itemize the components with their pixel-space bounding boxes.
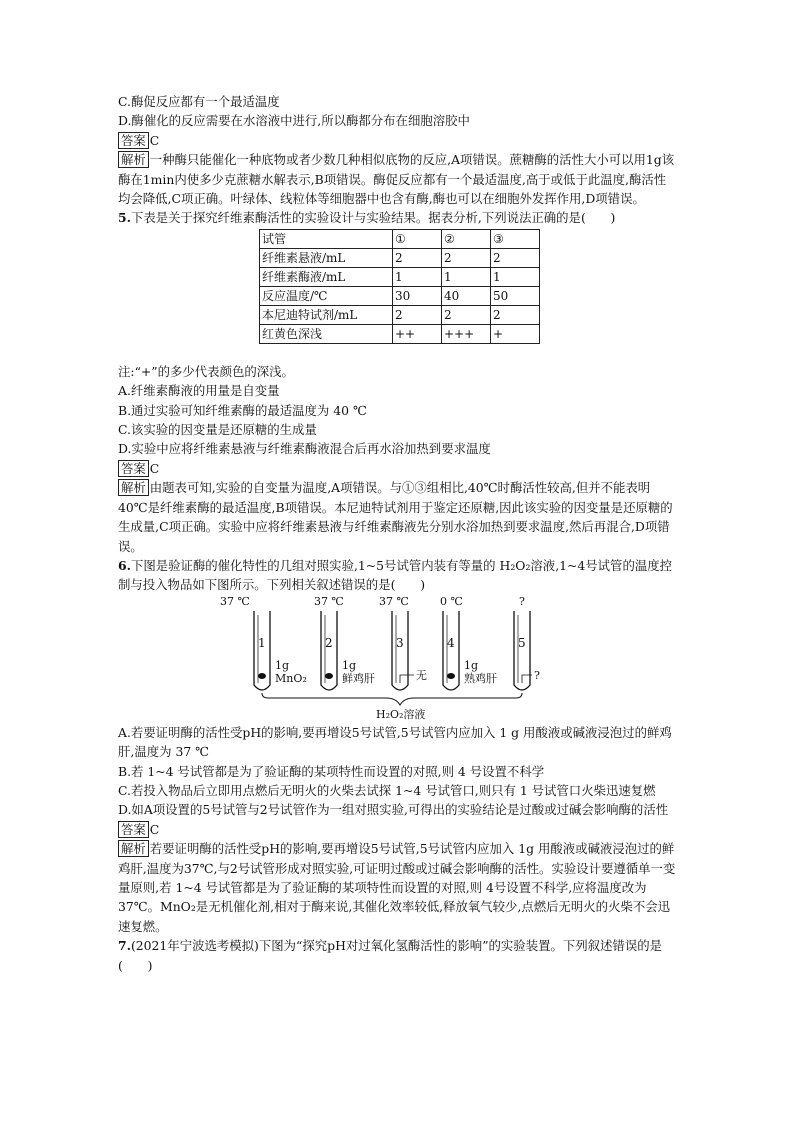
q4-option-d: D.酶催化的反应需要在水溶液中进行,所以酶都分布在细胞溶胶中 — [118, 113, 470, 129]
q6-stem — [118, 556, 678, 595]
item-label-line: MnO₂ — [275, 671, 307, 685]
caption-bracket — [262, 693, 522, 705]
table-cell: 1 — [491, 267, 540, 286]
table-cell: 纤维素酶液/mL — [260, 267, 393, 286]
table-row — [260, 248, 540, 267]
question-text: (2021年宁波选考模拟)下图为“探究pH对过氧化氢酶活性的影响”的实验装置。下列叙述错误的是( ) — [118, 938, 662, 973]
item-3 — [416, 669, 427, 682]
document-page — [118, 92, 678, 975]
q7-stem — [118, 936, 678, 975]
item-2 — [342, 659, 375, 685]
answer-value: C — [149, 460, 160, 476]
table-cell: 50 — [491, 286, 540, 305]
q4-option-c: C.酶促反应都有一个最适温度 — [118, 94, 280, 109]
q6-analysis — [118, 839, 678, 936]
q5-experiment-table — [259, 229, 540, 344]
table-cell: 2 — [442, 248, 491, 267]
q5-option-a: A.纤维素酶液的用量是自变量 — [118, 383, 280, 399]
table-row — [260, 267, 540, 286]
tube-1-temperature: 37 ℃ — [220, 594, 250, 608]
q6-option-d: D.如A项设置的5号试管与2号试管作为一组对照实验,可得出的实验结论是过酸或过碱会影响酶的活性 — [118, 802, 669, 818]
analysis-tag: 解析 — [118, 151, 149, 168]
fresh-liver-piece — [325, 673, 333, 679]
table-header-cell: ② — [442, 229, 491, 248]
table-cell: 2 — [393, 305, 442, 324]
answer-tag: 答案 — [118, 132, 149, 149]
q5-analysis — [118, 478, 678, 556]
q4-answer — [118, 131, 678, 150]
q5-option-d: D.实验中应将纤维素悬液与纤维素酶液混合后再水浴加热到要求温度 — [118, 441, 491, 457]
table-cell: 红黄色深浅 — [260, 324, 393, 343]
table-cell: 30 — [393, 286, 442, 305]
item-label-line: 无 — [416, 668, 427, 682]
mno2-particle — [258, 673, 266, 679]
q5-stem — [118, 208, 678, 227]
q6-test-tube-diagram — [118, 595, 678, 723]
table-cell: 反应温度/℃ — [260, 286, 393, 305]
item-5 — [534, 669, 540, 682]
table-cell: ++ — [393, 324, 442, 343]
question-text: 下表是关于探究纤维素酶活性的实验设计与实验结果。据表分析,下列说法正确的是( ) — [130, 210, 616, 226]
item-label-line: 熟鸡肝 — [464, 671, 497, 685]
table-cell: 1 — [442, 267, 491, 286]
item-4 — [464, 659, 497, 685]
q6-answer — [118, 820, 678, 839]
table-cell: 本尼迪特试剂/mL — [260, 305, 393, 324]
table-cell: 2 — [491, 305, 540, 324]
table-cell: 1 — [393, 267, 442, 286]
answer-tag: 答案 — [118, 460, 149, 477]
item-1 — [275, 659, 307, 685]
tube-3-temperature: 37 ℃ — [379, 594, 409, 608]
tube-4-number: 4 — [447, 635, 455, 650]
table-header-cell: ③ — [491, 229, 540, 248]
q5-option-c: C.该实验的因变量是还原糖的生成量 — [118, 422, 317, 438]
table-row — [260, 324, 540, 343]
answer-value: C — [149, 132, 160, 148]
analysis-text: 由题表可知,实验的自变量为温度,A项错误。与①③组相比,40℃时酶活性较高,但并不能表明40℃是纤维素酶的最适温度,B项错误。本尼迪特试剂用于鉴定还原糖,因此该实验的因变量是还原糖的生成量,C项正确。实验中应将纤维素悬液与纤维素酶液先分别水浴加热到要求温度,然后再混合,D项错误。 — [118, 480, 673, 554]
item-label-line: 鲜鸡肝 — [342, 671, 375, 685]
q5-option-b: B.通过实验可知纤维素酶的最适温度为 40 ℃ — [118, 402, 367, 418]
table-row — [260, 305, 540, 324]
question-number: 6. — [118, 557, 131, 573]
item-label-line: ? — [534, 668, 540, 682]
table-header-row — [260, 229, 540, 248]
q5-note: 注:“+”的多少代表颜色的深浅。 — [118, 363, 294, 379]
analysis-text: 若要证明酶的活性受pH的影响,要再增设5号试管,5号试管内应加入 1g 用酸液或碱液浸泡过的鲜鸡肝,温度为37℃,与2号试管形成对照实验,可证明过酸或过碱会影响酶的活性。实验设计要遵循单一变量原则,若 1~4 号试管都是为了验证酶的某项特性而设置的对照,则 4号设置不科学,应将温度改为 37℃。MnO₂是无机催化剂,相对于酶来说,其催化效率较低,释放氧气较少,点燃后无明火的火柴不会迅速复燃。 — [118, 841, 676, 934]
answer-tag: 答案 — [118, 821, 149, 838]
analysis-tag: 解析 — [118, 840, 149, 857]
table-header-cell: 试管 — [260, 229, 393, 248]
tube-5-number: 5 — [518, 635, 526, 650]
tube-4-temperature: 0 ℃ — [440, 594, 463, 608]
table-cell: 2 — [393, 248, 442, 267]
question-number: 7. — [118, 938, 131, 954]
table-cell: +++ — [442, 324, 491, 343]
tube-2-temperature: 37 ℃ — [314, 594, 344, 608]
table-cell: 40 — [442, 286, 491, 305]
q6-option-c: C.若投入物品后立即用点燃后无明火的火柴去试探 1~4 号试管口,则只有 1 号试管口火柴迅速复燃 — [118, 782, 656, 798]
tube-2-number: 2 — [325, 635, 333, 650]
q5-answer — [118, 459, 678, 478]
table-cell: + — [491, 324, 540, 343]
diagram-caption: H₂O₂溶液 — [376, 707, 426, 721]
q6-option-b: B.若 1~4 号试管都是为了验证酶的某项特性而设置的对照,则 4 号设置不科学 — [118, 763, 545, 779]
cooked-liver-piece — [447, 673, 455, 679]
tube-3-number: 3 — [396, 635, 404, 650]
question-number: 5. — [118, 210, 131, 226]
table-row — [260, 286, 540, 305]
table-cell: 纤维素悬液/mL — [260, 248, 393, 267]
q6-option-a: A.若要证明酶的活性受pH的影响,要再增设5号试管,5号试管内应加入 1 g 用酸液或碱液浸泡过的鲜鸡肝,温度为 37 ℃ — [118, 724, 672, 760]
analysis-tag: 解析 — [118, 479, 149, 496]
item-label-line: 1g — [342, 658, 357, 672]
table-cell: 2 — [442, 305, 491, 324]
analysis-text: 一种酶只能催化一种底物或者少数几种相似底物的反应,A项错误。蔗糖酶的活性大小可以用1g该酶在1min内使多少克蔗糖水解表示,B项错误。酶促反应都有一个最适温度,高于或低于此温度,酶活性均会降低,C项正确。叶绿体、线粒体等细胞器中也含有酶,酶也可以在细胞外发挥作用,D项错误。 — [118, 152, 675, 207]
diagram-svg — [118, 595, 678, 723]
item-label-line: 1g — [464, 658, 479, 672]
tube-1-number: 1 — [258, 635, 266, 650]
answer-value: C — [149, 821, 160, 837]
table-header-cell: ① — [393, 229, 442, 248]
item-label-line: 1g — [275, 658, 290, 672]
question-text: 下图是验证酶的催化特性的几组对照实验,1~5号试管内装有等量的 H₂O₂溶液,1~4号试管的温度控制与投入物品如下图所示。下列相关叙述错误的是( ) — [118, 557, 673, 593]
table-cell: 2 — [491, 248, 540, 267]
q4-analysis — [118, 150, 678, 208]
tube-5-temperature: ? — [519, 594, 525, 608]
